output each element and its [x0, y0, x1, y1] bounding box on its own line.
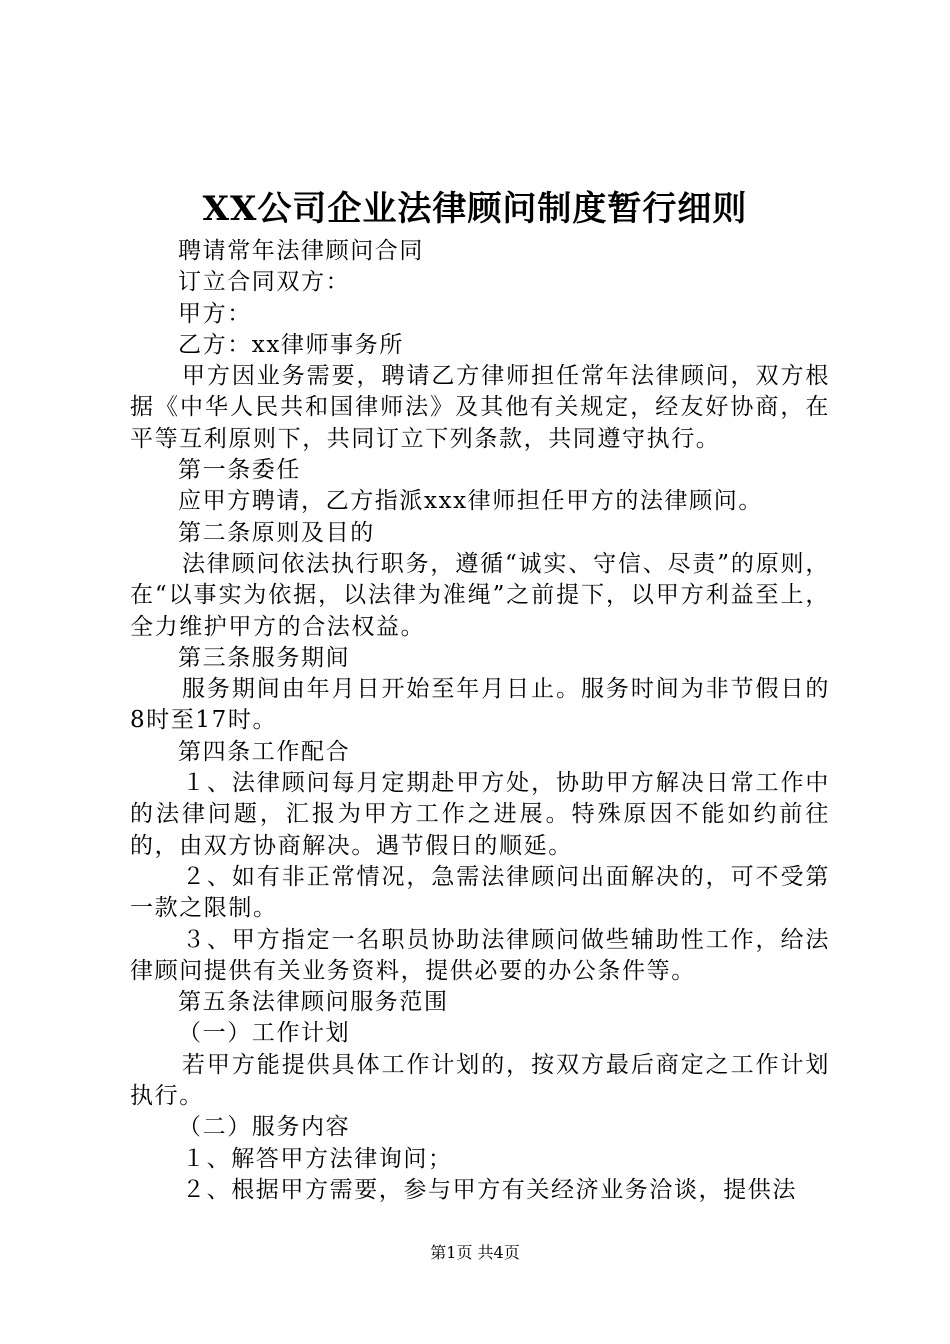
section-service-content-heading: （二）服务内容	[178, 1114, 351, 1141]
document-title: XX公司企业法律顾问制度暂行细则	[202, 189, 748, 229]
paragraph-party-a: 甲方：	[178, 300, 252, 327]
article-1-heading: 第一条委任	[178, 457, 301, 484]
paragraph-contract-heading: 聘请常年法律顾问合同	[178, 238, 424, 264]
article-3-heading: 第三条服务期间	[178, 644, 351, 671]
article-1-text: 应甲方聘请，乙方指派xxx律师担任甲方的法律顾问。	[178, 488, 763, 515]
service-item-1: １、解答甲方法律询问；	[182, 1145, 453, 1172]
section-work-plan-heading: （一）工作计划	[178, 1020, 351, 1047]
article-4-heading: 第四条工作配合	[178, 738, 351, 765]
article-4-item-3: ３、甲方指定一名职员协助法律顾问做些辅助性工作，给法律顾问提供有关业务资料，提供必要的办公条件等。	[130, 926, 830, 984]
document-body	[130, 236, 830, 1206]
article-2-text: 法律顾问依法执行职务，遵循“诚实、守信、尽责”的原则，在“以事实为依据，以法律为准绳”之前提下，以甲方利益至上，全力维护甲方的合法权益。	[130, 550, 830, 640]
paragraph-party-b: 乙方：xx律师事务所	[178, 331, 404, 358]
article-5-heading: 第五条法律顾问服务范围	[178, 989, 449, 1016]
article-4-item-2: ２、如有非正常情况，急需法律顾问出面解决的，可不受第一款之限制。	[130, 863, 830, 922]
article-2-heading: 第二条原则及目的	[178, 519, 375, 546]
article-4-item-1: １、法律顾问每月定期赴甲方处，协助甲方解决日常工作中的法律问题，汇报为甲方工作之进展。特殊原因不能如约前往的，由双方协商解决。遇节假日的顺延。	[130, 770, 830, 859]
section-work-plan-text: 若甲方能提供具体工作计划的，按双方最后商定之工作计划执行。	[130, 1051, 830, 1110]
article-3-text: 服务期间由年月日开始至年月日止。服务时间为非节假日的8时至17时。	[130, 676, 830, 734]
page-number: 第1页 共4页	[430, 1243, 520, 1262]
paragraph-preamble: 甲方因业务需要，聘请乙方律师担任常年法律顾问，双方根据《中华人民共和国律师法》及其他有关规定，经友好协商，在平等互利原则下，共同订立下列条款，共同遵守执行。	[130, 363, 830, 452]
service-item-2: ２、根据甲方需要，参与甲方有关经济业务洽谈，提供法	[182, 1176, 797, 1203]
paragraph-parties: 订立合同双方：	[178, 269, 351, 296]
